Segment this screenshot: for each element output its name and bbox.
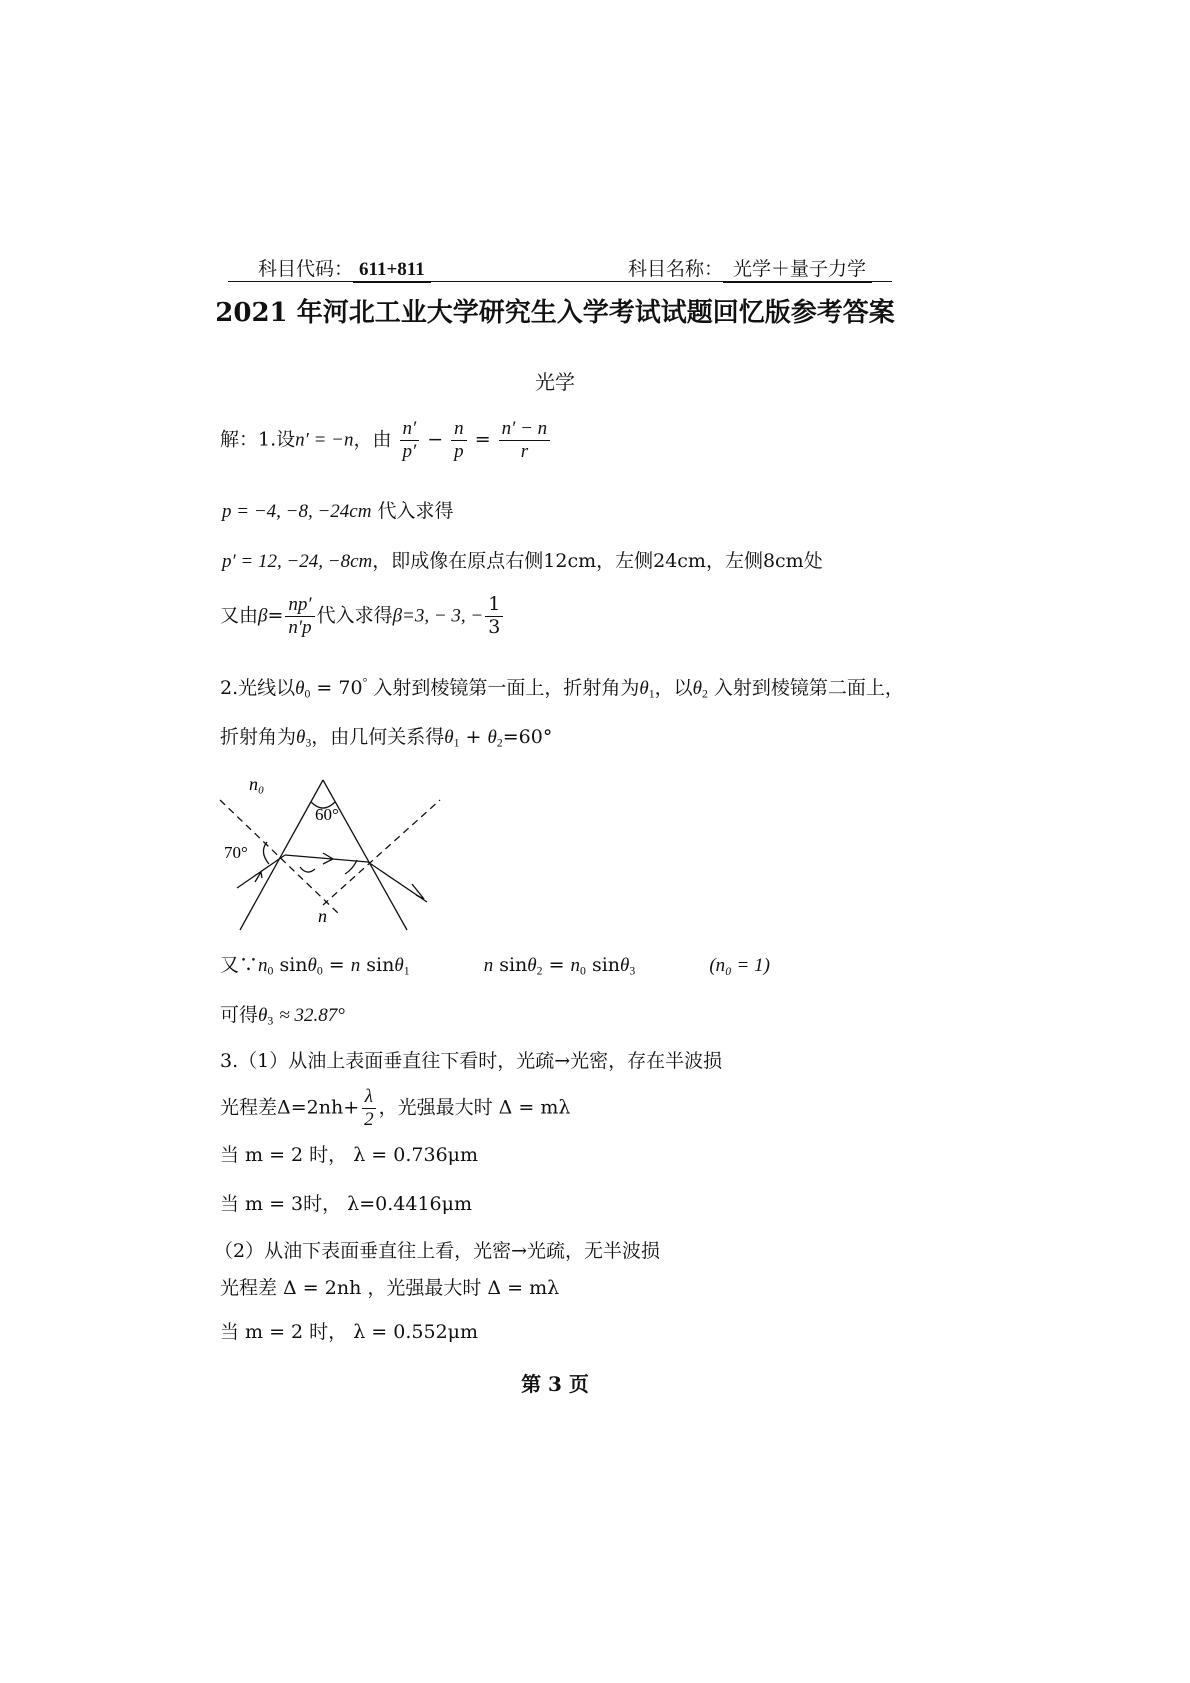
label-apex-angle: 60° — [315, 805, 339, 824]
label-n0: n₀ — [249, 774, 265, 794]
q1-line4-prefix: 又由 — [220, 604, 259, 627]
normal-second-face — [323, 800, 440, 905]
prism-right-face — [323, 780, 407, 930]
fraction-beta: $\frac{np'}{n'p}$ — [285, 594, 314, 639]
q1-line4-mid: 代入求得 — [316, 604, 393, 627]
image-distances: p′ = 12, −24, −8cm — [222, 551, 373, 572]
q2-line1-c: ，以 — [654, 677, 693, 699]
q2-line2: 折射角为$\theta_3$，由几何关系得$\theta_1 + \theta_2=60^\circ$ — [220, 726, 553, 750]
q2-equations: 又$\because n_0$ sinθ$_0$ = n sinθ$_1$ n $\sin\theta_2 = n_0$ sinθ$_3$ (n₀ = 1) — [220, 954, 770, 978]
q1-intro: 解：1.设 — [220, 428, 296, 451]
q2-note: (n₀ = 1) — [709, 955, 770, 976]
q3-line2-suffix: ，光强最大时 Δ = mλ — [378, 1096, 571, 1119]
fraction-n-over-p: $\frac{n}{p}$ — [451, 418, 467, 463]
q2-result-prefix: 可得 — [220, 1004, 259, 1026]
q1-line3 — [222, 546, 823, 573]
q3-line1: 3.（1）从油上表面垂直往下看时，光疏→光密，存在半波损 — [220, 1050, 723, 1072]
subject-code-label: 科目代码： — [258, 258, 354, 280]
q2-line1-d: 入射到棱镜第二面上， — [713, 677, 904, 699]
q1-line1: 解：1.设n′ = −n，由 $\frac{n'}{p'}$ − $\frac{n}{p}$ = $\frac{n' - n}{r}$ — [220, 418, 552, 463]
prism-diagram — [215, 770, 445, 940]
q1-line3-suffix: ，即成像在原点右侧12cm，左侧24cm，左侧8cm处 — [372, 550, 823, 572]
subject-code-value: 611+811 — [353, 259, 431, 283]
second-face-angle-arc — [345, 860, 357, 874]
q1-line2 — [222, 496, 454, 523]
label-n: n — [318, 906, 327, 926]
fraction-n-diff-over-r: $\frac{n' - n}{r}$ — [499, 418, 550, 463]
q2-line1: 2.光线以$\theta_0 = 70^\circ$ 入射到棱镜第一面上，折射角为$\theta_1$，以$\theta_2$ 入射到棱镜第二面上， — [220, 675, 904, 701]
q3-line4: 当 m = 3时， λ=0.4416μm — [220, 1193, 472, 1215]
internal-ray — [285, 855, 368, 862]
label-incidence-angle: 70° — [224, 843, 248, 862]
prism-left-face — [240, 780, 323, 930]
subject-name-label: 科目名称： — [628, 258, 724, 280]
q2-result: 可得$\theta_3 \approx 32.87^\circ$ — [220, 1004, 345, 1028]
q2-because: 又∵ — [220, 954, 259, 976]
fraction-lambda-half: $\frac{\lambda}{2}$ — [361, 1086, 377, 1131]
fraction-one-third: $\frac{1}{3}$ — [485, 594, 503, 639]
q2-line2-a: 折射角为 — [220, 726, 297, 748]
q2-result-value: ≈ 32.87° — [279, 1005, 345, 1026]
q3-line7: 当 m = 2 时， λ = 0.552μm — [220, 1321, 479, 1343]
emergent-ray-arrow — [412, 884, 424, 899]
q3-line5: （2）从油下表面垂直往上看，光密→光疏，无半波损 — [214, 1240, 661, 1262]
subject-code-row — [258, 254, 431, 281]
q1-line2-suffix: 代入求得 — [377, 500, 454, 522]
q3-line2 — [220, 1086, 570, 1131]
q2-angle-relation: =60° — [502, 726, 553, 748]
subject-name-value: 光学＋量子力学 — [723, 258, 872, 283]
page-number: 第 3 页 — [521, 1372, 589, 1396]
refraction-angle-arc — [300, 867, 315, 872]
q1-by: ，由 — [353, 428, 392, 451]
q3-line6: 光程差 Δ = 2nh ，光强最大时 Δ = mλ — [220, 1277, 560, 1299]
q2-line2-b: ，由几何关系得 — [311, 726, 445, 748]
q3-line3: 当 m = 2 时， λ = 0.736μm — [220, 1144, 479, 1166]
q3-line2-prefix: 光程差Δ=2nh+ — [220, 1096, 360, 1119]
object-distances: p = −4, −8, −24cm — [222, 501, 372, 522]
q2-line1-a: 2.光线以 — [220, 677, 296, 699]
subject-name-row — [628, 254, 872, 281]
magnification-values: β=3, − 3, − — [392, 605, 484, 627]
q1-line4: 又由β= $\frac{np'}{n'p}$ 代入求得β=3, − 3, − $\frac{1}{3}$ — [220, 594, 505, 639]
fraction-n-prime-over-p-prime: $\frac{n'}{p'}$ — [400, 418, 420, 463]
page-title: 2021 年河北工业大学研究生入学考试试题回忆版参考答案 — [215, 298, 895, 328]
header-rule — [228, 281, 892, 282]
section-title: 光学 — [535, 370, 575, 394]
q2-line1-b: 入射到棱镜第一面上，折射角为 — [373, 677, 640, 699]
q1-assumption: n′ = −n — [295, 429, 354, 451]
